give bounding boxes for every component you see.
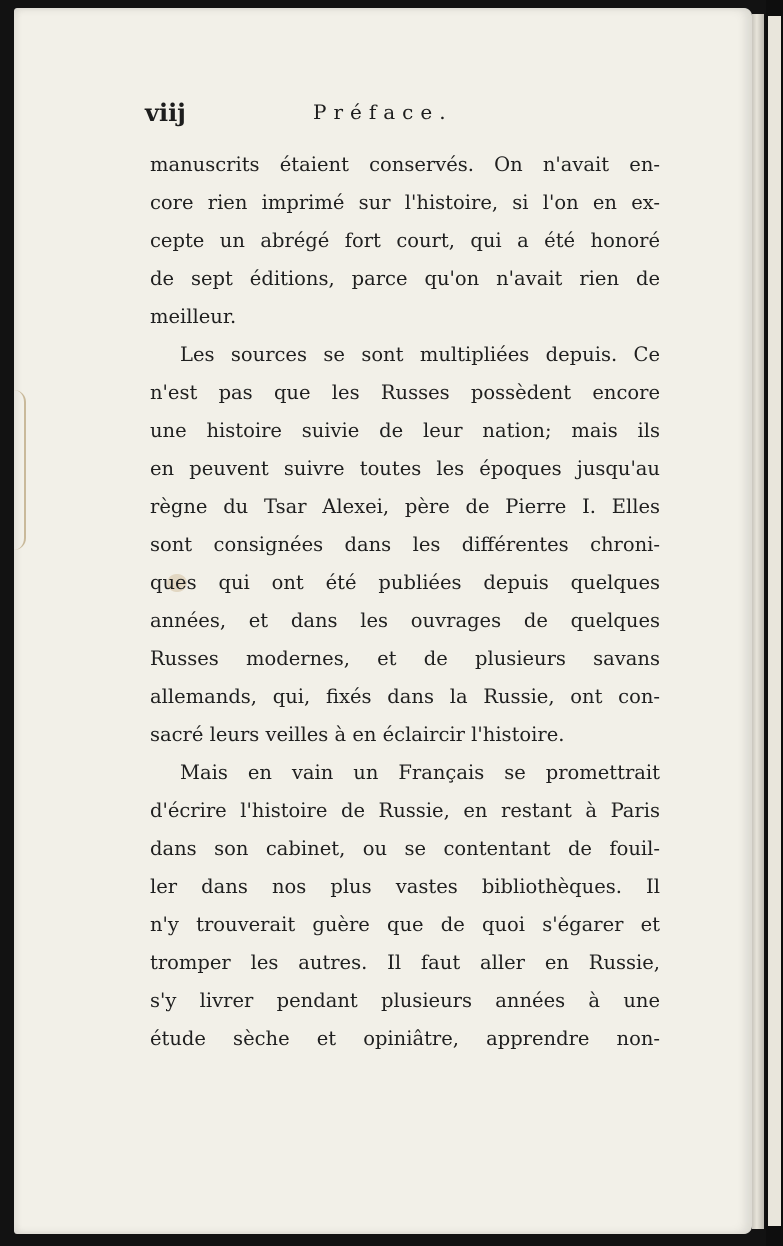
body-text [150, 146, 660, 1058]
text-line: n'y trouverait guère que de quoi s'égarer et [150, 913, 660, 936]
text-line: d'écrire l'histoire de Russie, en restant à Paris [150, 799, 660, 822]
running-header [145, 98, 665, 132]
text-line: dans son cabinet, ou se contentant de fouil- [150, 837, 660, 860]
text-line: n'est pas que les Russes possèdent encore [150, 381, 660, 404]
text-line: cepte un abrégé fort court, qui a été honoré [150, 229, 660, 252]
text-line: allemands, qui, fixés dans la Russie, ont con- [150, 685, 660, 708]
text-line: en peuvent suivre toutes les époques jusqu'au [150, 457, 660, 480]
text-line: une histoire suivie de leur nation; mais ils [150, 419, 660, 442]
text-line: tromper les autres. Il faut aller en Russie, [150, 951, 660, 974]
running-title: Préface. [313, 100, 453, 124]
next-page-sheet [768, 16, 781, 1226]
text-line: s'y livrer pendant plusieurs années à une [150, 989, 660, 1012]
text-line: étude sèche et opiniâtre, apprendre non- [150, 1027, 660, 1050]
text-line: Russes modernes, et de plusieurs savans [150, 647, 660, 670]
text-line: de sept éditions, parce qu'on n'avait rien de [150, 267, 660, 290]
text-line: sacré leurs veilles à en éclaircir l'histoire. [150, 723, 565, 746]
text-line: ler dans nos plus vastes bibliothèques. Il [150, 875, 660, 898]
text-line: core rien imprimé sur l'histoire, si l'on en ex- [150, 191, 660, 214]
text-line: manuscrits étaient conservés. On n'avait en- [150, 153, 660, 176]
binding-mark [14, 390, 26, 550]
text-line: années, et dans les ouvrages de quelques [150, 609, 660, 632]
text-line: ques qui ont été publiées depuis quelques [150, 571, 660, 594]
next-page-strip [766, 0, 783, 1246]
text-line: meilleur. [150, 305, 237, 328]
text-line: sont consignées dans les différentes chroni- [150, 533, 660, 556]
text-line: Les sources se sont multipliées depuis. Ce [180, 343, 660, 366]
page-number: viij [145, 98, 186, 127]
page-edge [752, 14, 764, 1229]
text-line: règne du Tsar Alexei, père de Pierre I. Elles [150, 495, 660, 518]
text-line: Mais en vain un Français se promettrait [180, 761, 660, 784]
